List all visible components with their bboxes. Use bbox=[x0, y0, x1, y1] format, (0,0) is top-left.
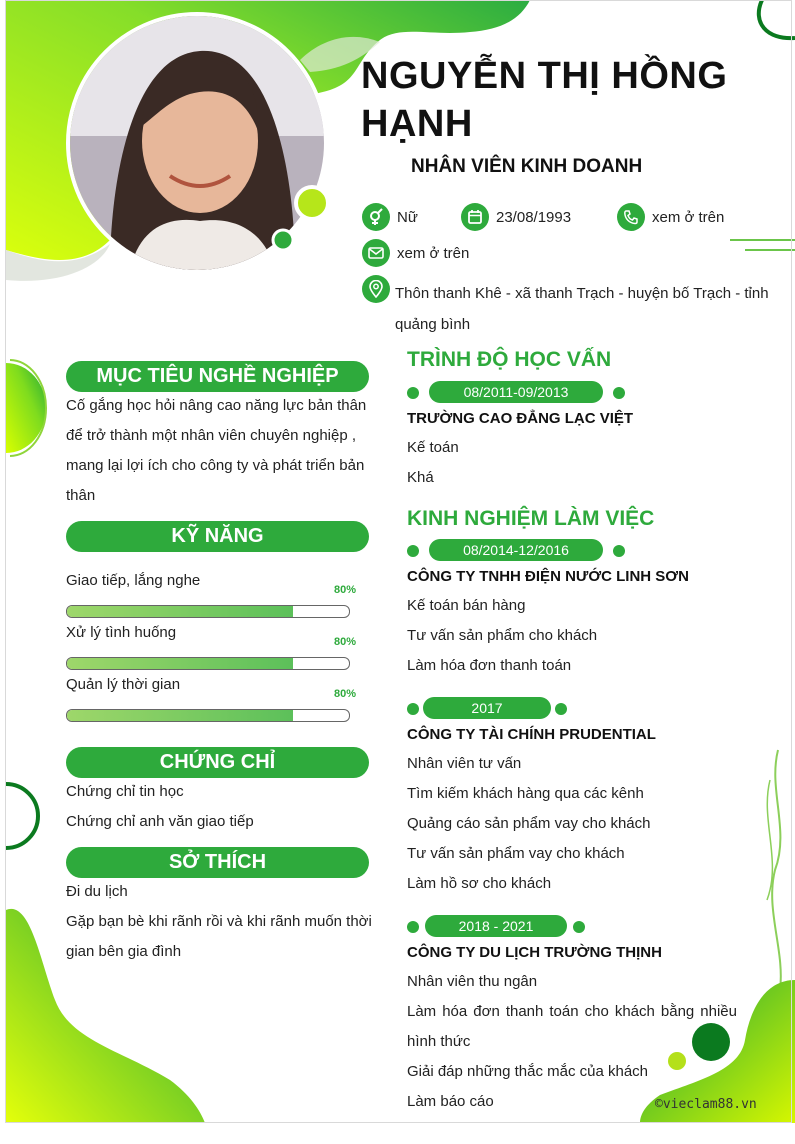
objective-text bbox=[66, 391, 366, 511]
section-hobbies-title: SỞ THÍCH bbox=[66, 847, 369, 878]
email-info bbox=[362, 239, 469, 267]
education-details bbox=[407, 433, 459, 493]
timeline-dot bbox=[407, 387, 419, 399]
birthday-info bbox=[461, 203, 571, 231]
job-duty: Giải đáp những thắc mắc của khách bbox=[407, 1063, 649, 1080]
hobby-item: gian bên gia đình bbox=[66, 943, 182, 960]
skill-progress-fill bbox=[67, 658, 293, 669]
timeline-dot bbox=[573, 921, 585, 933]
job-duty: Tư vấn sản phẩm vay cho khách bbox=[407, 845, 625, 862]
address-info bbox=[362, 275, 397, 303]
education-detail: Kế toán bbox=[407, 439, 459, 456]
address-value: Thôn thanh Khê - xã thanh Trạch - huyện bố Trạch - tỉnh quảng bình bbox=[395, 285, 769, 333]
section-experience-title: KINH NGHIỆM LÀM VIỆC bbox=[407, 507, 655, 530]
objective-line: thân bbox=[66, 487, 96, 504]
job-duty: hình thức bbox=[407, 1033, 471, 1050]
job-duty: Nhân viên thu ngân bbox=[407, 973, 538, 990]
job-duties bbox=[407, 967, 737, 1117]
skill-name: Quản lý thời gian bbox=[66, 676, 181, 693]
job-duty: Kế toán bán hàng bbox=[407, 597, 526, 614]
email-icon bbox=[362, 239, 390, 267]
timeline-dot bbox=[613, 545, 625, 557]
section-education-title: TRÌNH ĐỘ HỌC VẤN bbox=[407, 348, 612, 371]
phone-value: xem ở trên bbox=[652, 208, 725, 226]
objective-line: mang lại lợi ích cho công ty và phát triển bản bbox=[66, 457, 365, 474]
job-duty: Tìm kiếm khách hàng qua các kênh bbox=[407, 785, 644, 802]
gender-icon bbox=[362, 203, 390, 231]
job-duties bbox=[407, 591, 597, 681]
section-objective-title: MỤC TIÊU NGHỀ NGHIỆP bbox=[66, 361, 369, 392]
education-school: TRƯỜNG CAO ĐẲNG LẠC VIỆT bbox=[407, 410, 634, 427]
certificate-item: Chứng chỉ anh văn giao tiếp bbox=[66, 813, 254, 830]
skill-percent: 80% bbox=[334, 584, 357, 596]
job-company: CÔNG TY TÀI CHÍNH PRUDENTIAL bbox=[407, 726, 656, 743]
job-period: 2018 - 2021 bbox=[425, 915, 567, 937]
skill-progress-bar bbox=[66, 657, 350, 670]
job-company: CÔNG TY TNHH ĐIỆN NƯỚC LINH SƠN bbox=[407, 568, 689, 585]
job-duty: Làm hồ sơ cho khách bbox=[407, 875, 552, 892]
certificates-list bbox=[66, 777, 254, 837]
job-duties bbox=[407, 749, 651, 899]
phone-icon bbox=[617, 203, 645, 231]
job-company: CÔNG TY DU LỊCH TRƯỜNG THỊNH bbox=[407, 944, 662, 961]
job-duty: Làm hóa đơn thanh toán cho khách bằng nhiều bbox=[407, 1003, 737, 1020]
email-value: xem ở trên bbox=[397, 244, 470, 262]
certificate-item: Chứng chỉ tin học bbox=[66, 783, 184, 800]
skill-name: Giao tiếp, lắng nghe bbox=[66, 572, 201, 589]
job-duty: Quảng cáo sản phẩm vay cho khách bbox=[407, 815, 651, 832]
gender-info bbox=[362, 203, 418, 231]
objective-line: để trở thành một nhân viên chuyên nghiệp , bbox=[66, 427, 357, 444]
skill-percent: 80% bbox=[334, 636, 357, 648]
full-name: NGUYỄN THỊ HỒNG HẠNH bbox=[361, 55, 728, 145]
skill-progress-fill bbox=[67, 606, 293, 617]
timeline-dot bbox=[555, 703, 567, 715]
section-skills-title: KỸ NĂNG bbox=[66, 521, 369, 552]
job-period: 2017 bbox=[423, 697, 551, 719]
job-period: 08/2014-12/2016 bbox=[429, 539, 603, 561]
skill-progress-bar bbox=[66, 605, 350, 618]
birthday-value: 23/08/1993 bbox=[496, 208, 572, 226]
hobbies-list bbox=[66, 877, 372, 967]
phone-info bbox=[617, 203, 724, 231]
timeline-dot bbox=[407, 703, 419, 715]
calendar-icon bbox=[461, 203, 489, 231]
education-detail: Khá bbox=[407, 469, 434, 486]
section-certificates-title: CHỨNG CHỈ bbox=[66, 747, 369, 778]
skill-name: Xử lý tình huống bbox=[66, 624, 177, 641]
timeline-dot bbox=[407, 545, 419, 557]
hobby-item: Gặp bạn bè khi rãnh rồi và khi rãnh muốn thời bbox=[66, 913, 372, 930]
gender-value: Nữ bbox=[397, 208, 418, 226]
objective-line: Cố gắng học hỏi nâng cao năng lực bản thân bbox=[66, 397, 367, 414]
job-duty: Làm hóa đơn thanh toán bbox=[407, 657, 572, 674]
footer-credit: ©vieclam88.vn bbox=[655, 1097, 757, 1112]
timeline-dot bbox=[407, 921, 419, 933]
location-pin-icon bbox=[362, 275, 390, 303]
skill-percent: 80% bbox=[334, 688, 357, 700]
job-title: NHÂN VIÊN KINH DOANH bbox=[411, 156, 643, 177]
skill-progress-fill bbox=[67, 710, 293, 721]
job-duty: Tư vấn sản phẩm cho khách bbox=[407, 627, 598, 644]
job-duty: Làm báo cáo bbox=[407, 1093, 494, 1110]
timeline-dot bbox=[613, 387, 625, 399]
education-period: 08/2011-09/2013 bbox=[429, 381, 603, 403]
hobby-item: Đi du lịch bbox=[66, 883, 128, 900]
skill-progress-bar bbox=[66, 709, 350, 722]
job-duty: Nhân viên tư vấn bbox=[407, 755, 522, 772]
